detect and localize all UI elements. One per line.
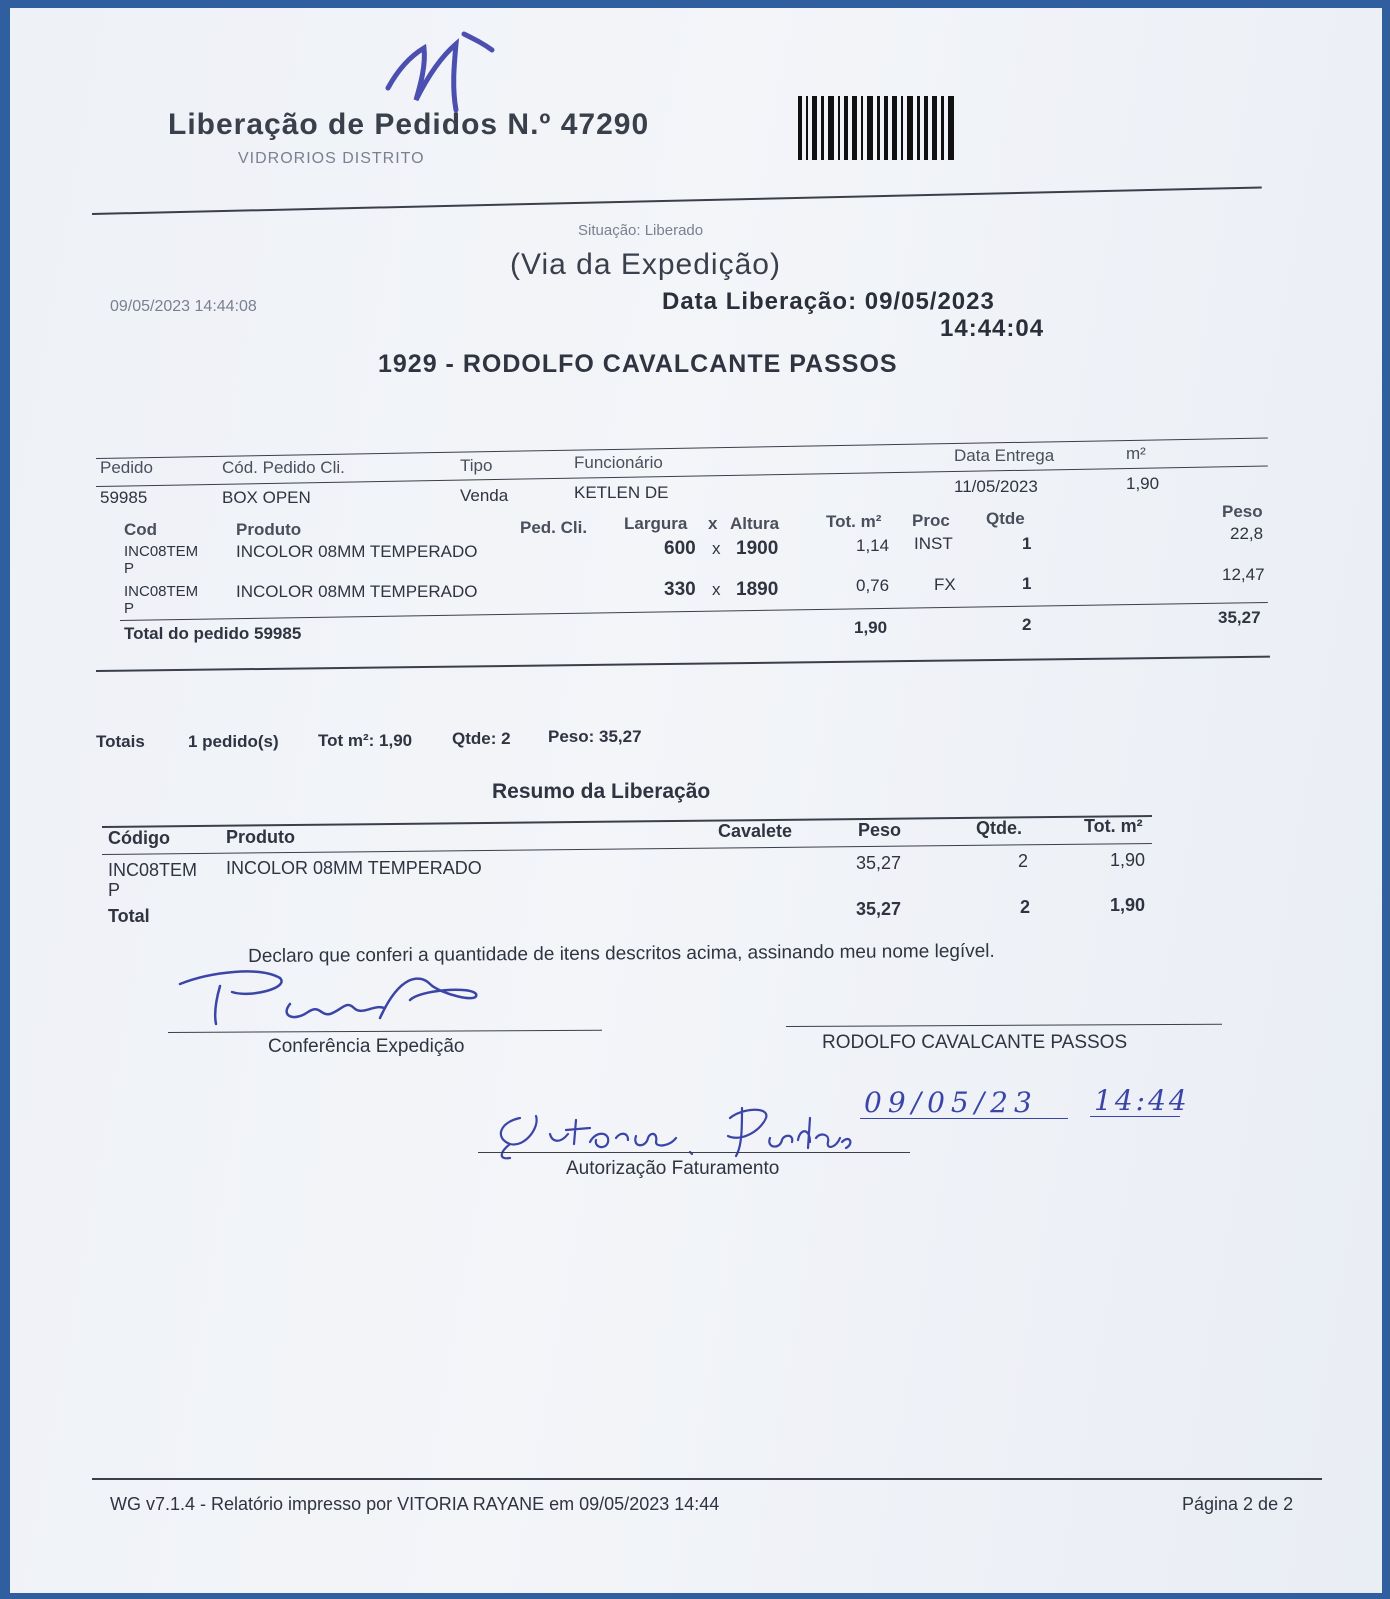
client-name: 1929 - RODOLFO CAVALCANTE PASSOS bbox=[378, 350, 898, 378]
item-1-x: x bbox=[712, 539, 721, 558]
resumo-total-peso: 35,27 bbox=[856, 899, 902, 919]
item-1-altura: 1900 bbox=[736, 538, 779, 559]
resumo-col-codigo: Código bbox=[108, 828, 170, 848]
item-col-cod: Cod bbox=[124, 520, 158, 539]
item-1-largura: 600 bbox=[664, 538, 696, 559]
col-data-entrega: Data Entrega bbox=[954, 446, 1055, 465]
document-page bbox=[10, 8, 1382, 1593]
item-col-x: x bbox=[708, 514, 718, 533]
resumo-col-peso: Peso bbox=[858, 820, 902, 840]
resumo-col-qtde: Qtde. bbox=[976, 818, 1023, 838]
order-total-peso: 35,27 bbox=[1218, 608, 1261, 627]
item-2-proc: FX bbox=[934, 575, 956, 594]
item-2-cod-cont: P bbox=[124, 600, 135, 617]
order-data-entrega: 11/05/2023 bbox=[954, 477, 1038, 496]
conferencia-label: Conferência Expedição bbox=[268, 1036, 465, 1057]
totais-label: Totais bbox=[96, 732, 145, 751]
item-col-largura: Largura bbox=[624, 514, 688, 533]
item-1-produto: INCOLOR 08MM TEMPERADO bbox=[236, 542, 478, 561]
order-pedido: 59985 bbox=[100, 488, 148, 507]
item-2-produto: INCOLOR 08MM TEMPERADO bbox=[236, 582, 478, 601]
item-2-x: x bbox=[712, 580, 721, 599]
totais-pedidos: 1 pedido(s) bbox=[188, 732, 279, 751]
order-table-top-rule bbox=[96, 438, 1268, 459]
order-table-bottom-rule bbox=[96, 656, 1270, 672]
resumo-total-tot-m2: 1,90 bbox=[1110, 895, 1146, 915]
resumo-total-qtde: 2 bbox=[1020, 897, 1031, 917]
col-funcionario: Funcionário bbox=[574, 453, 663, 472]
resumo-title: Resumo da Liberação bbox=[492, 780, 711, 803]
handwritten-time-underline bbox=[1090, 1116, 1180, 1117]
item-1-peso: 22,8 bbox=[1230, 524, 1264, 543]
resumo-row-produto: INCOLOR 08MM TEMPERADO bbox=[226, 858, 482, 878]
order-total-rule bbox=[120, 602, 1268, 621]
col-m2: m² bbox=[1126, 444, 1146, 463]
item-col-peso: Peso bbox=[1222, 502, 1263, 521]
item-col-tot-m2: Tot. m² bbox=[826, 512, 882, 531]
order-cod-pedido-cli: BOX OPEN bbox=[222, 488, 311, 507]
order-total-label: Total do pedido 59985 bbox=[124, 624, 302, 643]
client-signature-line bbox=[786, 1024, 1222, 1027]
company-name: VIDRORIOS DISTRITO bbox=[238, 150, 425, 167]
conferencia-signature bbox=[170, 964, 500, 1034]
col-tipo: Tipo bbox=[460, 456, 493, 475]
col-cod-pedido-cli: Cód. Pedido Cli. bbox=[222, 458, 345, 477]
resumo-col-cavalete: Cavalete bbox=[718, 821, 793, 841]
item-2-qtde: 1 bbox=[1022, 574, 1032, 593]
item-col-qtde: Qtde bbox=[986, 509, 1025, 528]
client-signature-name: RODOLFO CAVALCANTE PASSOS bbox=[822, 1032, 1128, 1053]
item-1-qtde: 1 bbox=[1022, 534, 1032, 553]
order-funcionario: KETLEN DE bbox=[574, 483, 669, 502]
handwritten-date-underline bbox=[860, 1118, 1068, 1119]
item-2-largura: 330 bbox=[664, 579, 696, 600]
data-liberacao-time: 14:44:04 bbox=[940, 315, 1045, 342]
resumo-col-tot-m2: Tot. m² bbox=[1084, 816, 1143, 836]
footer-printed-by: WG v7.1.4 - Relatório impresso por VITORIA RAYANE em 09/05/2023 14:44 bbox=[110, 1494, 720, 1514]
totais-qtde: Qtde: 2 bbox=[452, 729, 511, 748]
item-1-cod: INC08TEM bbox=[124, 543, 199, 560]
item-col-ped-cli: Ped. Cli. bbox=[520, 518, 588, 537]
footer-page-number: Página 2 de 2 bbox=[1182, 1494, 1294, 1514]
resumo-row-tot-m2: 1,90 bbox=[1110, 850, 1146, 870]
totais-tot-m2: Tot m²: 1,90 bbox=[318, 731, 413, 750]
autorizacao-signature-line bbox=[478, 1152, 910, 1153]
order-total-m2: 1,90 bbox=[854, 618, 888, 637]
item-col-altura: Altura bbox=[730, 514, 780, 533]
data-liberacao: Data Liberação: 09/05/2023 bbox=[662, 288, 995, 315]
resumo-row-qtde: 2 bbox=[1018, 851, 1029, 871]
item-2-altura: 1890 bbox=[736, 579, 779, 600]
barcode bbox=[798, 96, 1008, 160]
item-2-cod: INC08TEM bbox=[124, 583, 199, 600]
item-col-proc: Proc bbox=[912, 511, 950, 530]
printed-datetime: 09/05/2023 14:44:08 bbox=[110, 298, 257, 315]
footer-rule bbox=[92, 1478, 1322, 1480]
order-tipo: Venda bbox=[460, 486, 509, 505]
item-1-tot-m2: 1,14 bbox=[856, 536, 890, 555]
document-title: Liberação de Pedidos N.º 47290 bbox=[168, 108, 650, 141]
resumo-row-peso: 35,27 bbox=[856, 853, 902, 873]
header-divider bbox=[92, 186, 1262, 215]
declaration-text: Declaro que conferi a quantidade de itens descritos acima, assinando meu nome legível. bbox=[248, 940, 995, 967]
via-label: (Via da Expedição) bbox=[510, 248, 781, 281]
order-total-qtde: 2 bbox=[1022, 615, 1032, 634]
item-2-tot-m2: 0,76 bbox=[856, 576, 890, 595]
item-col-produto: Produto bbox=[236, 520, 302, 539]
resumo-row-codigo: INC08TEM bbox=[108, 860, 198, 880]
resumo-total-label: Total bbox=[108, 906, 150, 926]
item-1-proc: INST bbox=[914, 534, 953, 553]
item-2-peso: 12,47 bbox=[1222, 565, 1265, 584]
resumo-row-codigo-cont: P bbox=[108, 880, 121, 900]
col-pedido: Pedido bbox=[100, 458, 153, 477]
order-m2: 1,90 bbox=[1126, 474, 1160, 493]
totais-peso: Peso: 35,27 bbox=[548, 727, 642, 746]
situacao-label: Situação: Liberado bbox=[578, 222, 704, 239]
resumo-col-produto: Produto bbox=[226, 827, 295, 847]
autorizacao-label: Autorização Faturamento bbox=[566, 1158, 780, 1179]
item-1-cod-cont: P bbox=[124, 560, 135, 577]
handwritten-date: 09/05/23 bbox=[864, 1086, 1038, 1119]
handwritten-time: 14:44 bbox=[1094, 1084, 1190, 1117]
